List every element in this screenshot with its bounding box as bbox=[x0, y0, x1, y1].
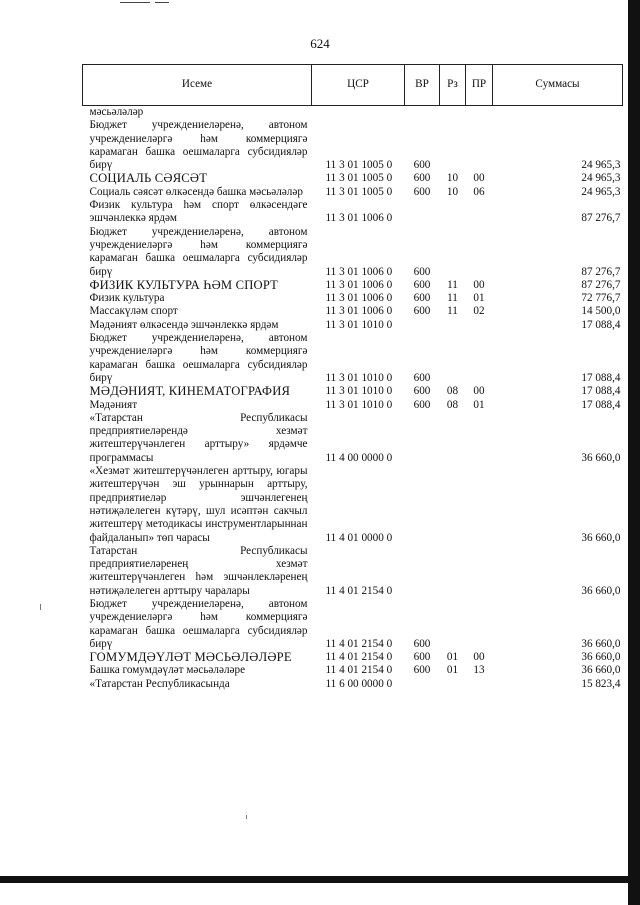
cell-name: Физик культура bbox=[89, 292, 165, 305]
header-name: Исеме bbox=[83, 65, 312, 106]
margin-tick-bottom bbox=[246, 815, 247, 819]
cell-pr bbox=[466, 106, 493, 120]
cell-csr: 11 3 01 1005 0 bbox=[325, 185, 393, 198]
header-sum: Суммасы bbox=[493, 65, 623, 106]
cell-csr: 11 4 00 0000 0 bbox=[325, 451, 393, 464]
margin-tick-left bbox=[40, 604, 41, 610]
cell-rz: 10 bbox=[446, 172, 459, 185]
cell-rz bbox=[440, 319, 466, 332]
cell-pr bbox=[466, 319, 493, 332]
cell-pr bbox=[466, 332, 493, 385]
budget-table bbox=[82, 64, 623, 691]
cell-rz bbox=[440, 465, 466, 545]
cell-sum: 87 276,7 bbox=[581, 278, 621, 291]
cell-name: «Татарстан Республикасында bbox=[89, 677, 230, 690]
cell-pr: 00 bbox=[473, 651, 485, 664]
cell-sum: 87 276,7 bbox=[581, 212, 621, 225]
table-row bbox=[83, 199, 623, 226]
cell-sum: 17 088,4 bbox=[581, 398, 621, 411]
header-pr: ПР bbox=[466, 65, 493, 106]
cell-csr: 11 3 01 1006 0 bbox=[325, 292, 393, 305]
cell-vr: 600 bbox=[413, 651, 431, 664]
table-row bbox=[83, 119, 623, 172]
scan-edge-right bbox=[628, 0, 640, 905]
cell-vr: 600 bbox=[413, 398, 431, 411]
table-row bbox=[83, 279, 623, 292]
cell-sum: 15 823,4 bbox=[581, 677, 621, 690]
cell-sum: 36 660,0 bbox=[581, 531, 621, 544]
cell-name: СОЦИАЛЬ СӘЯСӘТ bbox=[89, 171, 208, 186]
cell-rz bbox=[440, 119, 466, 172]
cell-name: Мәдәният bbox=[89, 398, 138, 411]
cell-vr: 600 bbox=[413, 172, 431, 185]
cell-rz: 10 bbox=[446, 185, 459, 198]
cell-pr bbox=[466, 678, 493, 691]
table-row bbox=[83, 545, 623, 598]
cell-pr: 00 bbox=[473, 385, 485, 398]
cell-pr: 00 bbox=[473, 278, 485, 291]
table-row bbox=[83, 465, 623, 545]
cell-sum: 36 660,0 bbox=[581, 451, 621, 464]
cell-rz bbox=[440, 412, 466, 465]
cell-vr: 600 bbox=[413, 637, 431, 650]
cell-rz: 11 bbox=[447, 292, 458, 305]
cell-vr bbox=[405, 545, 440, 598]
cell-pr bbox=[466, 412, 493, 465]
cell-name: «Татарстан Республикасы предприятиеләрендә хезмәт житештерүчәнлеген арттыру» ярдәмче программасы bbox=[89, 411, 308, 464]
cell-vr: 600 bbox=[413, 664, 431, 677]
cell-name: мәсьәләләр bbox=[89, 106, 144, 118]
table-row bbox=[83, 678, 623, 691]
cell-pr bbox=[466, 545, 493, 598]
cell-vr bbox=[405, 199, 440, 226]
table-row bbox=[83, 385, 623, 398]
cell-csr: 11 3 01 1010 0 bbox=[325, 385, 393, 398]
cell-csr: 11 3 01 1010 0 bbox=[325, 398, 393, 411]
cell-name: Бюджет учреждениеләренә, автоном учреждениеләргә һәм коммерциягә карамаган башка оешмаларга субсидияләр бирү bbox=[89, 119, 308, 172]
cell-rz bbox=[440, 106, 466, 120]
cell-name: Массакүләм спорт bbox=[89, 305, 178, 318]
table-row bbox=[83, 598, 623, 651]
cell-pr bbox=[466, 199, 493, 226]
cell-sum: 36 660,0 bbox=[581, 584, 621, 597]
page-number: 624 bbox=[310, 36, 330, 51]
cell-sum: 17 088,4 bbox=[581, 318, 621, 331]
cell-sum: 72 776,7 bbox=[581, 292, 621, 305]
cell-name: Бюджет учреждениеләренә, автоном учреждениеләргә һәм коммерциягә карамаган башка оешмаларга субсидияләр бирү bbox=[89, 597, 308, 650]
cell-vr: 600 bbox=[413, 159, 431, 172]
cell-sum: 24 965,3 bbox=[581, 172, 621, 185]
cell-name: Мәдәният өлкәсендә эшчәнлеккә ярдәм bbox=[89, 318, 279, 331]
table-row bbox=[83, 172, 623, 185]
cell-csr: 11 4 01 2154 0 bbox=[325, 651, 393, 664]
cell-rz bbox=[440, 598, 466, 651]
cell-rz bbox=[440, 332, 466, 385]
top-scan-mark-left bbox=[120, 2, 150, 3]
cell-sum: 17 088,4 bbox=[581, 371, 621, 384]
table-body bbox=[83, 106, 623, 692]
table-row bbox=[83, 651, 623, 664]
cell-rz bbox=[440, 226, 466, 279]
cell-pr: 13 bbox=[473, 664, 485, 677]
cell-sum: 17 088,4 bbox=[581, 385, 621, 398]
cell-pr: 01 bbox=[473, 292, 485, 305]
cell-pr: 01 bbox=[473, 398, 485, 411]
cell-sum: 14 500,0 bbox=[581, 305, 621, 318]
cell-rz bbox=[440, 678, 466, 691]
cell-name: Татарстан Республикасы предприятиеләренең хезмәт житештерүчәнлеген һәм эшчәнлекләренең нәтиҗәлелеген арттыру чаралары bbox=[89, 544, 308, 597]
table-row bbox=[83, 332, 623, 385]
cell-vr: 600 bbox=[413, 292, 431, 305]
cell-csr: 11 3 01 1006 0 bbox=[325, 305, 393, 318]
cell-pr bbox=[466, 119, 493, 172]
cell-vr: 600 bbox=[413, 265, 431, 278]
header-rz: Рз bbox=[440, 65, 466, 106]
cell-csr: 11 6 00 0000 0 bbox=[325, 677, 393, 690]
cell-csr: 11 4 01 0000 0 bbox=[325, 531, 393, 544]
cell-pr: 00 bbox=[473, 172, 485, 185]
table-header bbox=[83, 65, 623, 106]
cell-rz: 11 bbox=[447, 278, 458, 291]
table-row bbox=[83, 305, 623, 318]
cell-name: МӘДӘНИЯТ, КИНЕМАТОГРАФИЯ bbox=[89, 384, 291, 399]
cell-csr: 11 3 01 1006 0 bbox=[325, 278, 393, 291]
table-row bbox=[83, 399, 623, 412]
cell-rz: 01 bbox=[446, 664, 459, 677]
cell-rz bbox=[440, 199, 466, 226]
cell-sum: 36 660,0 bbox=[581, 637, 621, 650]
cell-sum: 36 660,0 bbox=[581, 651, 621, 664]
cell-sum: 24 965,3 bbox=[581, 159, 621, 172]
scan-edge-bottom bbox=[0, 876, 640, 883]
table-row bbox=[83, 226, 623, 279]
cell-csr bbox=[312, 106, 405, 120]
cell-name: «Хезмәт житештерүчәнлеген арттыру, югары житештерүчән эш урыннарын арттыру, предприятиеләр эшчәнлегенең нәтиҗәлелеген күтәрү, шул исәптән сакчыл житештерү методикасы инструментларыннан файдаланып» төп чарасы bbox=[89, 465, 308, 544]
cell-name: ФИЗИК КУЛЬТУРА ҺӘМ СПОРТ bbox=[89, 277, 279, 292]
table-row bbox=[83, 412, 623, 465]
cell-pr bbox=[466, 598, 493, 651]
cell-csr: 11 3 01 1006 0 bbox=[325, 212, 393, 225]
cell-vr bbox=[405, 412, 440, 465]
cell-csr: 11 3 01 1006 0 bbox=[325, 265, 393, 278]
cell-name: ГОМУМДӘҮЛӘТ МӘСЬӘЛӘЛӘРЕ bbox=[89, 650, 292, 665]
top-scan-mark-right bbox=[155, 2, 169, 3]
cell-sum: 87 276,7 bbox=[581, 265, 621, 278]
table-row bbox=[83, 292, 623, 305]
cell-csr: 11 3 01 1010 0 bbox=[325, 371, 393, 384]
cell-vr: 600 bbox=[413, 305, 431, 318]
header-csr: ЦСР bbox=[312, 65, 405, 106]
cell-csr: 11 4 01 2154 0 bbox=[325, 637, 393, 650]
table-row bbox=[83, 664, 623, 677]
cell-csr: 11 4 01 2154 0 bbox=[325, 584, 393, 597]
cell-vr: 600 bbox=[413, 185, 431, 198]
cell-rz: 08 bbox=[446, 385, 459, 398]
cell-vr: 600 bbox=[413, 371, 431, 384]
cell-name: Физик культура һәм спорт өлкәсендәге эшчәнлеккә ярдәм bbox=[89, 199, 308, 225]
cell-csr: 11 3 01 1010 0 bbox=[325, 318, 393, 331]
table-row bbox=[83, 186, 623, 199]
cell-csr: 11 3 01 1005 0 bbox=[325, 172, 393, 185]
cell-pr bbox=[466, 226, 493, 279]
cell-sum bbox=[493, 106, 623, 120]
cell-csr: 11 3 01 1005 0 bbox=[325, 159, 393, 172]
cell-sum: 24 965,3 bbox=[581, 185, 621, 198]
cell-csr: 11 4 01 2154 0 bbox=[325, 664, 393, 677]
cell-name: Социаль сәясәт өлкәсендә башка мәсьәләләр bbox=[89, 185, 303, 198]
cell-vr bbox=[405, 319, 440, 332]
cell-name: Бюджет учреждениеләренә, автоном учреждениеләргә һәм коммерциягә карамаган башка оешмаларга субсидияләр бирү bbox=[89, 332, 308, 384]
cell-vr: 600 bbox=[413, 385, 431, 398]
cell-name: Бюджет учреждениеләренә, автоном учреждениеләргә һәм коммерциягә карамаган башка оешмаларга субсидияләр бирү bbox=[89, 225, 308, 278]
cell-vr bbox=[405, 106, 440, 120]
header-vr: ВР bbox=[405, 65, 440, 106]
cell-rz bbox=[440, 545, 466, 598]
cell-pr: 06 bbox=[473, 185, 485, 198]
cell-vr bbox=[405, 465, 440, 545]
cell-sum: 36 660,0 bbox=[581, 664, 621, 677]
table-row bbox=[83, 106, 623, 120]
cell-pr bbox=[466, 465, 493, 545]
cell-vr: 600 bbox=[413, 278, 431, 291]
cell-rz: 01 bbox=[446, 651, 459, 664]
table-row bbox=[83, 319, 623, 332]
cell-rz: 08 bbox=[446, 398, 459, 411]
cell-name: Башка гомумдәүләт мәсьәләләре bbox=[89, 664, 246, 677]
cell-rz: 11 bbox=[447, 305, 458, 318]
cell-vr bbox=[405, 678, 440, 691]
cell-pr: 02 bbox=[473, 305, 485, 318]
